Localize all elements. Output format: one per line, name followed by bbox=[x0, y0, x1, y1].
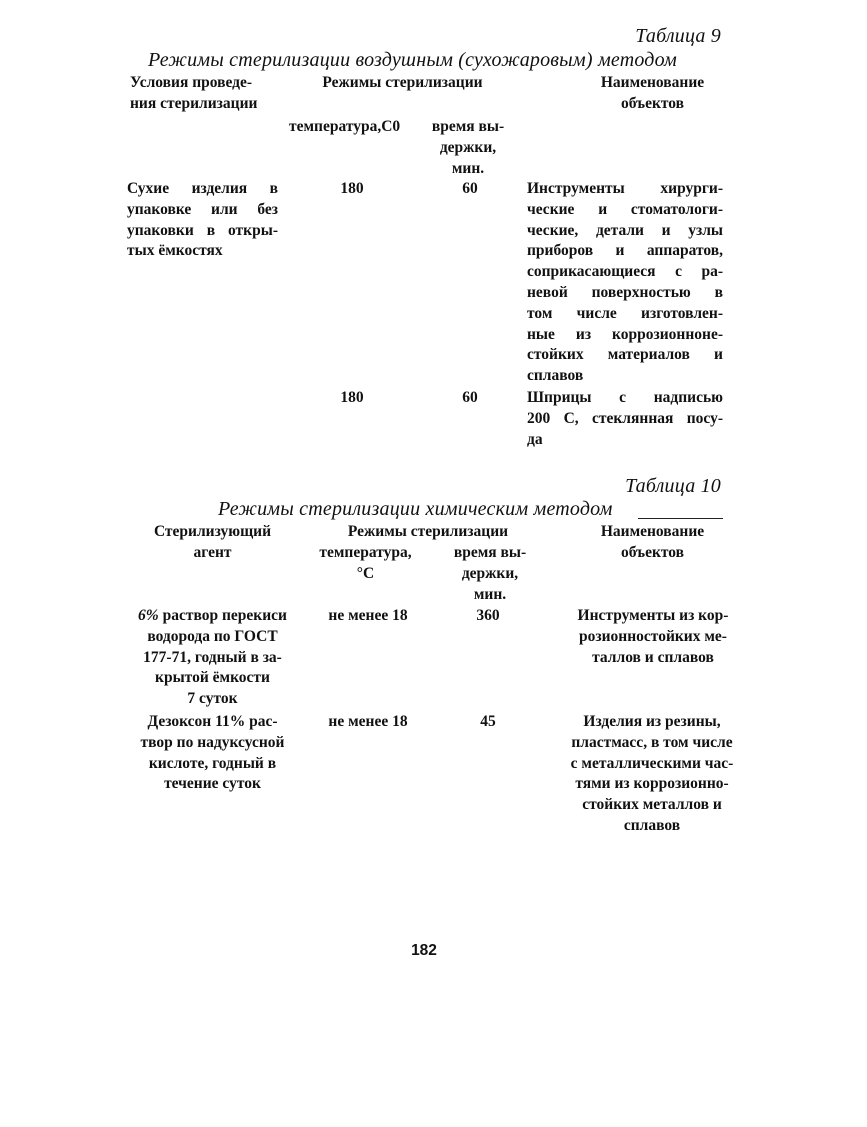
table10-row1-time: 360 bbox=[476, 607, 500, 624]
table9-header-objects: Наименование объектов bbox=[600, 74, 705, 112]
table9-label: Таблица 9 bbox=[635, 25, 721, 47]
table10-row2-agent: Дезоксон 11% рас- твор по надуксусной кислоте, годный в течение суток bbox=[140, 713, 285, 793]
table10-label: Таблица 10 bbox=[625, 475, 721, 497]
agent-concentration: 6% bbox=[138, 607, 159, 624]
table10-header-temperature: температура, °С bbox=[319, 544, 412, 582]
table9-row1-temperature: 180 bbox=[340, 180, 364, 197]
table9-row1-conditions: Сухие изделия в упаковке или без упаковки в откры- тых ёмкостях bbox=[127, 180, 278, 260]
table9-row2-time: 60 bbox=[462, 389, 478, 406]
table10-header-agent: Стерилизующий агент bbox=[153, 523, 272, 561]
table10-row1-objects: Инструменты из кор- розионностойких ме- таллов и сплавов bbox=[577, 607, 729, 666]
table9-header-time: время вы- держки, мин. bbox=[431, 118, 505, 177]
table9-header-regimes: Режимы стерилизации bbox=[322, 74, 483, 91]
table9-row2-objects: Шприцы с надписью 200 С, стеклянная посу- да bbox=[527, 389, 723, 448]
table9-header-conditions: Условия проведе- ния стерилизации bbox=[130, 74, 258, 112]
table10-row1-temperature: не менее 18 bbox=[328, 607, 408, 624]
table10-row2-objects: Изделия из резины, пластмасс, в том числе с металлическими час- тями из коррозионно- стойких металлов и сплавов bbox=[570, 713, 734, 834]
table10-row2-time: 45 bbox=[480, 713, 496, 730]
table10-header-time: время вы- держки, мин. bbox=[453, 544, 527, 603]
table10-caption: Режимы стерилизации химическим методом bbox=[218, 498, 613, 520]
table9-header-temperature: температура,С0 bbox=[289, 118, 401, 135]
table10-header-objects: Наименование объектов bbox=[600, 523, 705, 561]
table9-caption: Режимы стерилизации воздушным (сухожаровым) методом bbox=[148, 49, 678, 71]
table10-header-regimes: Режимы стерилизации bbox=[347, 523, 509, 540]
table9-row2-temperature: 180 bbox=[340, 389, 364, 406]
table9-row1-time: 60 bbox=[462, 180, 478, 197]
table10-row1-agent: 6% раствор перекиси водорода по ГОСТ 177-71, годный в за- крытой ёмкости 7 суток bbox=[138, 607, 287, 708]
page-number: 182 bbox=[411, 942, 437, 959]
table9-row1-objects: Инструменты хирурги- ческие и стоматологи- ческие, детали и узлы приборов и аппаратов, соприкасающиеся с ра- невой поверхностью в том числе изготовлен- ные из коррозионноне- стойких материалов и сплавов bbox=[527, 180, 723, 385]
caption-underline bbox=[638, 518, 723, 519]
table10-row2-temperature: не менее 18 bbox=[328, 713, 408, 730]
